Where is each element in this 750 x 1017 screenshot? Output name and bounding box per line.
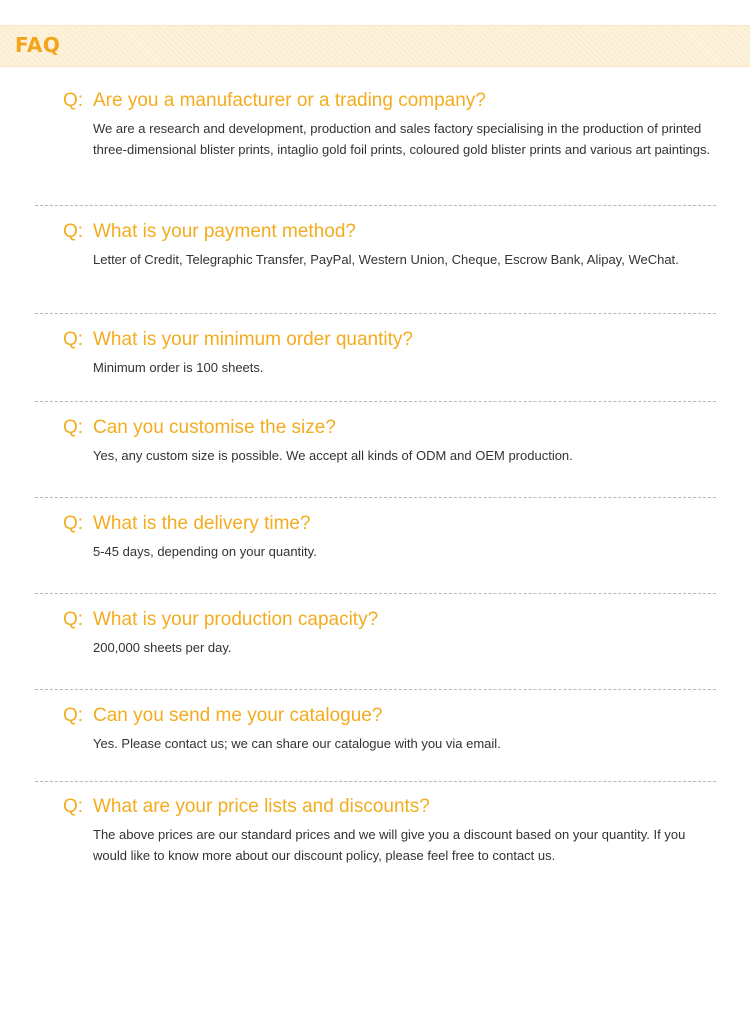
divider: [35, 593, 716, 594]
divider: [35, 781, 716, 782]
question-text: What are your price lists and discounts?: [93, 796, 430, 817]
divider: [35, 689, 716, 690]
question-prefix: Q:: [63, 329, 84, 350]
question-text: What is the delivery time?: [93, 513, 311, 534]
question-prefix: Q:: [63, 90, 84, 111]
divider: [35, 401, 716, 402]
question-text: What is your production capacity?: [93, 609, 379, 630]
question-text: Are you a manufacturer or a trading company?: [93, 90, 486, 111]
answer-text: 200,000 sheets per day.: [93, 640, 232, 655]
question-text: Can you send me your catalogue?: [93, 705, 383, 726]
answer-text: 5-45 days, depending on your quantity.: [93, 544, 317, 559]
question-prefix: Q:: [63, 513, 84, 534]
answer-text: Letter of Credit, Telegraphic Transfer, PayPal, Western Union, Cheque, Escrow Bank, Alipay, WeChat.: [93, 252, 679, 267]
answer-text: Yes. Please contact us; we can share our catalogue with you via email.: [93, 736, 501, 751]
answer-text: We are a research and development, production and sales factory specialising in the production of printed three-dimensional blister prints, intaglio gold foil prints, coloured gold blister prints and various art paintings.: [93, 121, 711, 157]
answer-text: Yes, any custom size is possible. We accept all kinds of ODM and OEM production.: [93, 448, 573, 463]
answer-text: Minimum order is 100 sheets.: [93, 360, 264, 375]
page-title: FAQ: [15, 33, 61, 57]
faq-banner: [0, 25, 750, 67]
question-prefix: Q:: [63, 796, 84, 817]
question-prefix: Q:: [63, 705, 84, 726]
question-prefix: Q:: [63, 221, 84, 242]
question-text: Can you customise the size?: [93, 417, 336, 438]
divider: [35, 497, 716, 498]
divider: [35, 313, 716, 314]
divider: [35, 205, 716, 206]
question-text: What is your payment method?: [93, 221, 356, 242]
question-prefix: Q:: [63, 609, 84, 630]
question-prefix: Q:: [63, 417, 84, 438]
question-text: What is your minimum order quantity?: [93, 329, 413, 350]
answer-text: The above prices are our standard prices and we will give you a discount based on your quantity. If you would like to know more about our discount policy, please feel free to contact us.: [93, 827, 686, 863]
